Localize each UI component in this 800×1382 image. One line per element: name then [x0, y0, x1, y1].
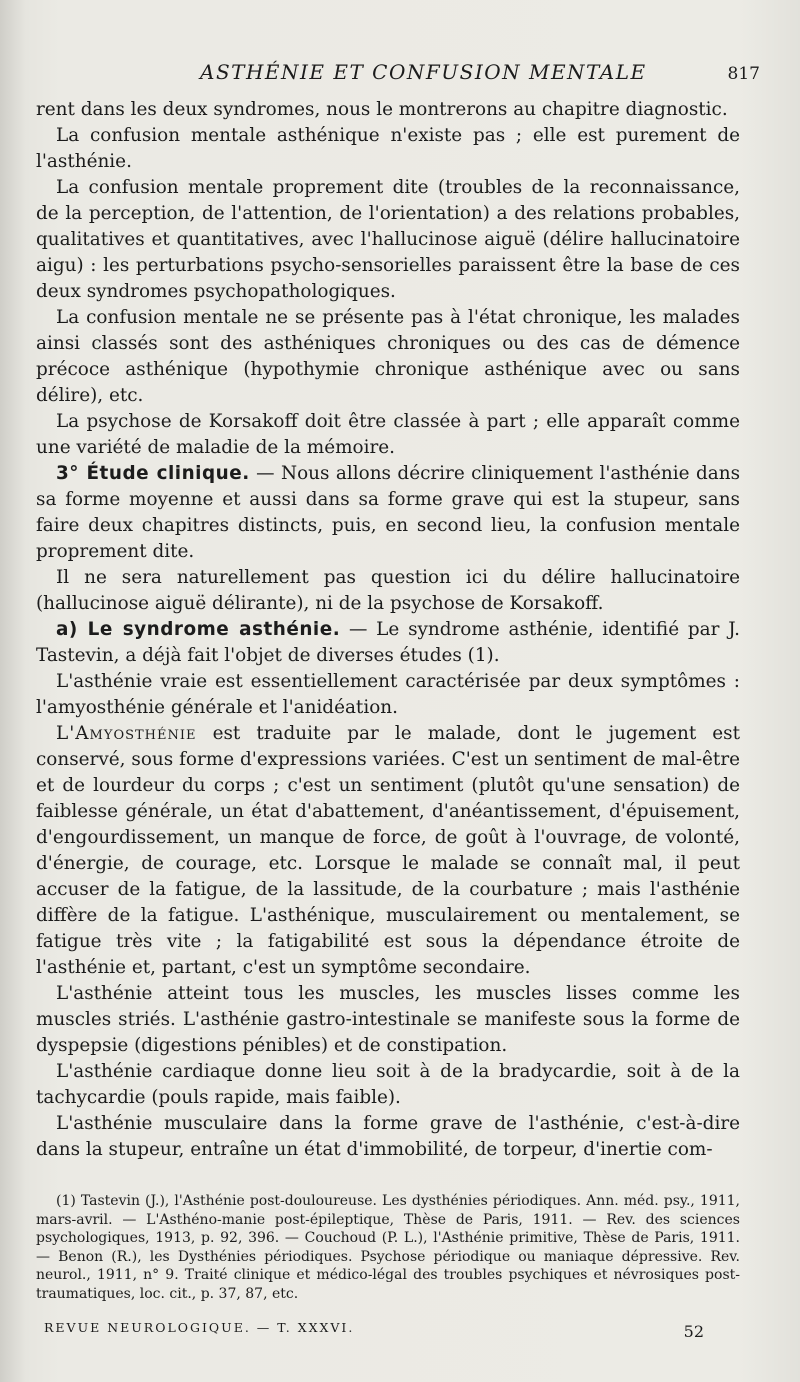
paragraph-amyosthenie: L'Amyosthénie est traduite par le malade, dont le jugement est conservé, sous forme d'expressions variées. C'est un sentiment de mal-être et de lourdeur du corps ; c'est un sentiment (plutôt qu'une sensation) de faiblesse générale, un état d'abattement, d'anéantissement, d'épuisement, d'engourdissement, un manque de force, de goût à l'ouvrage, de volonté, d'énergie, de courage, etc. Lorsque le malade se connaît mal, il peut accuser de la fatigue, de la lassitude, de la courbature ; mais l'asthénie diffère de la fatigue. L'asthénique, musculairement ou mentalement, se fatigue très vite ; la fatigabilité est sous la dépendance étroite de l'asthénie et, partant, c'est un symptôme secondaire.	[36, 723, 740, 978]
paragraph-12: L'asthénie cardiaque donne lieu soit à de la bradycardie, soit à de la tachycardie (pouls rapide, mais faible).	[36, 1061, 740, 1108]
signature-mark: 52	[683, 1322, 704, 1341]
paragraph-13: L'asthénie musculaire dans la forme grave de l'asthénie, c'est-à-dire dans la stupeur, entraîne un état d'immobilité, de torpeur, d'inertie com-	[36, 1113, 740, 1160]
section-lead: a) Le syndrome asthénie.	[56, 619, 341, 640]
section-heading-syndrome-asthenie: a) Le syndrome asthénie. — Le syndrome asthénie, identifié par J. Tastevin, a déjà fait l'objet de diverses études (1).	[36, 619, 740, 666]
term-amyosthenie: L'Amyosthénie	[56, 723, 197, 744]
paragraph-1: rent dans les deux syndromes, nous le montrerons au chapitre diagnostic.	[36, 99, 728, 120]
paragraph-5: La psychose de Korsakoff doit être classée à part ; elle apparaît comme une variété de maladie de la mémoire.	[36, 411, 740, 458]
section-heading-etude-clinique: 3° Étude clinique. — Nous allons décrire cliniquement l'asthénie dans sa forme moyenne et aussi dans sa forme grave qui est la stupeur, sans faire deux chapitres distincts, puis, en second lieu, la confusion mentale proprement dite.	[36, 463, 741, 562]
footnote-1: (1) Tastevin (J.), l'Asthénie post-douloureuse. Les dysthénies périodiques. Ann. méd. psy., 1911, mars-avril. — L'Asthéno-manie post-épileptique, Thèse de Paris, 1911. — Rev. des sciences psychologiques, 1913, p. 92, 396. — Couchoud (P. L.), l'Asthénie primitive, Thèse de Paris, 1911. — Benon (R.), les Dysthénies périodiques. Psychose périodique ou maniaque dépressive. Rev. neurol., 1911, n° 9. Traité clinique et médico-légal des troubles psychiques et névrosiques post-traumatiques, loc. cit., p. 37, 87, etc.	[36, 1193, 740, 1302]
running-title: ASTHÉNIE ET CONFUSION MENTALE	[200, 60, 647, 84]
paragraph-11: L'asthénie atteint tous les muscles, les muscles lisses comme les muscles striés. L'asthénie gastro-intestinale se manifeste sous la forme de dyspepsie (digestions pénibles) et de constipation.	[36, 983, 740, 1056]
paragraph-4: La confusion mentale ne se présente pas à l'état chronique, les malades ainsi classés sont des asthéniques chroniques ou des cas de démence précoce asthénique (hypothymie chronique asthénique avec ou sans délire), etc.	[36, 307, 740, 406]
paragraph-9: L'asthénie vraie est essentiellement caractérisée par deux symptômes : l'amyosthénie générale et l'anidéation.	[36, 671, 740, 718]
running-header	[30, 60, 760, 90]
paragraph-3: La confusion mentale proprement dite (troubles de la reconnaissance, de la perception, de l'attention, de l'orientation) a des relations probables, qualitatives et quantitatives, avec l'hallucinose aiguë (délire hallucinatoire aigu) : les perturbations psycho-sensorielles paraissent être la base de ces deux syndromes psychopathologiques.	[36, 177, 740, 302]
paragraph-7: Il ne sera naturellement pas question ici du délire hallucinatoire (hallucinose aiguë délirante), ni de la psychose de Korsakoff.	[36, 567, 740, 614]
footnotes	[36, 1192, 740, 1303]
paragraph-2: La confusion mentale asthénique n'existe pas ; elle est purement de l'asthénie.	[36, 125, 740, 172]
journal-signature-line: REVUE NEUROLOGIQUE. — T. XXXVI.	[44, 1320, 355, 1335]
page-number: 817	[727, 64, 760, 84]
body-text	[36, 97, 740, 1163]
section-lead: 3° Étude clinique.	[56, 463, 250, 484]
